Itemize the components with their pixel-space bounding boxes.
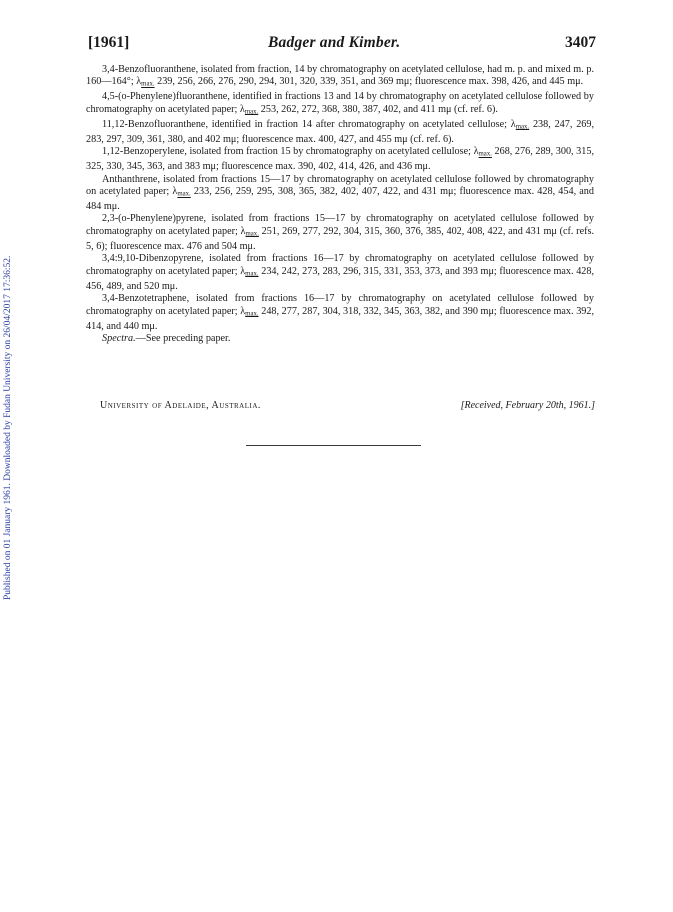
paragraph-spectra bbox=[86, 333, 594, 345]
paragraph-text: 1,12-Benzoperylene, isolated from fraction 15 by chromatography on acetylated cellulose; bbox=[102, 146, 471, 158]
paragraph-text: 238, 247, 269, 283, 297, 309, 361, 380, and 402 mμ; fluorescence max. 400, 427, and 455 mμ (cf. ref. 6). bbox=[86, 118, 595, 145]
paragraph-text: 2,3-(o-Phenylene)pyrene, isolated from fractions 15—17 by chromatography on acetylated cellulose followed by chromatography on acetylated paper; bbox=[86, 213, 594, 237]
lambda-max-subscript: max. bbox=[245, 310, 259, 318]
paragraph-text: 234, 242, 273, 283, 296, 315, 331, 353, 373, and 393 mμ; fluorescence max. 428, 456, 489, and 520 mμ. bbox=[86, 265, 595, 292]
paragraph-text: 233, 256, 259, 295, 308, 365, 382, 402, 407, 422, and 431 mμ; fluorescence max. 428, 454, and 484 mμ. bbox=[86, 186, 594, 213]
lambda-symbol: λ bbox=[240, 225, 246, 237]
paragraph-text: 4,5-(o-Phenylene)fluoranthene, identified in fractions 13 and 14 by chromatography on acetylated cellulose followed by chromatography on acetylated paper; bbox=[86, 91, 594, 115]
lambda-max-subscript: max. bbox=[478, 150, 492, 158]
paragraph-text: 3,4:9,10-Dibenzopyrene, isolated from fractions 16—17 by chromatography on acetylated cellulose followed by chromatography on acetylated paper; bbox=[86, 253, 594, 277]
paragraph-text: 253, 262, 272, 368, 380, 387, 402, and 411 mμ (cf. ref. 6). bbox=[260, 103, 498, 115]
affiliation: University of Adelaide, Australia. bbox=[100, 400, 261, 411]
lambda-symbol: λ bbox=[240, 265, 246, 277]
paragraph-text: Anthanthrene, isolated from fractions 15—17 by chromatography on acetylated cellulose followed by chromatography on acetylated paper; bbox=[86, 173, 594, 198]
page-header bbox=[88, 34, 596, 54]
article-footer bbox=[100, 400, 595, 414]
paragraph-text: 11,12-Benzofluoranthene, identified in fraction 14 after chromatography on acetylated cellulose; bbox=[102, 118, 507, 130]
paragraph-text: 3,4-Benzotetraphene, isolated from fractions 16—17 by chromatography on acetylated cellulose followed by chromatography on acetylated paper; bbox=[86, 293, 594, 317]
lambda-symbol: λ bbox=[473, 146, 479, 158]
lambda-max-subscript: max. bbox=[245, 230, 259, 238]
end-rule-divider bbox=[246, 445, 421, 446]
paragraph-text: 268, 276, 289, 300, 315, 325, 330, 345, 363, and 383 mμ; fluorescence max. 390, 402, 414, 426, and 436 mμ. bbox=[86, 146, 595, 173]
received-date: [Received, February 20th, 1961.] bbox=[460, 400, 595, 411]
lambda-max-subscript: max. bbox=[245, 270, 259, 278]
paragraph-benzofluoranthene-3-4 bbox=[86, 64, 594, 91]
lambda-symbol: λ bbox=[136, 76, 142, 88]
paragraph-text: 239, 256, 266, 276, 290, 294, 301, 320, 339, 351, and 369 mμ; fluorescence max. 398, 426, and 445 mμ. bbox=[157, 76, 584, 88]
lambda-symbol: λ bbox=[510, 118, 516, 130]
paragraph-benzoperylene bbox=[86, 146, 594, 173]
page-number: 3407 bbox=[565, 34, 596, 51]
paragraph-text: 251, 269, 277, 292, 304, 315, 360, 376, 385, 402, 408, 422, and 431 mμ (cf. refs. 5, 6); fluorescence max. 476 and 504 mμ. bbox=[86, 225, 594, 252]
paragraph-phenylene-pyrene bbox=[86, 213, 594, 253]
paragraph-text: 248, 277, 287, 304, 318, 332, 345, 363, 382, and 390 mμ; fluorescence max. 392, 414, and 440 mμ. bbox=[86, 305, 595, 332]
paragraph-dibenzopyrene bbox=[86, 253, 594, 293]
lambda-symbol: λ bbox=[240, 305, 246, 317]
header-year: [1961] bbox=[88, 34, 130, 51]
paragraph-text: 3,4-Benzofluoranthene, isolated from fraction, 14 by chromatography on acetylated cellulose, had m. p. and mixed m. p. 160—164°; bbox=[86, 64, 594, 88]
article-body bbox=[86, 64, 594, 346]
lambda-max-subscript: max. bbox=[177, 190, 191, 198]
lambda-symbol: λ bbox=[172, 186, 178, 198]
paragraph-anthanthrene bbox=[86, 174, 594, 214]
lambda-max-subscript: max. bbox=[515, 123, 530, 131]
paragraph-benzotetraphene bbox=[86, 293, 594, 333]
lambda-max-subscript: max. bbox=[141, 80, 155, 88]
header-title: Badger and Kimber. bbox=[268, 34, 401, 51]
download-watermark: Published on 01 January 1961. Downloaded by Fudan University on 26/04/2017 17:36:52. bbox=[3, 255, 13, 600]
lambda-max-subscript: max. bbox=[244, 108, 259, 116]
lambda-symbol: λ bbox=[239, 103, 245, 115]
paragraph-phenylene-fluoranthene bbox=[86, 91, 594, 118]
spectra-text: —See preceding paper. bbox=[135, 333, 231, 345]
paragraph-benzofluoranthene-11-12 bbox=[86, 119, 594, 146]
spectra-label: Spectra. bbox=[102, 333, 136, 345]
